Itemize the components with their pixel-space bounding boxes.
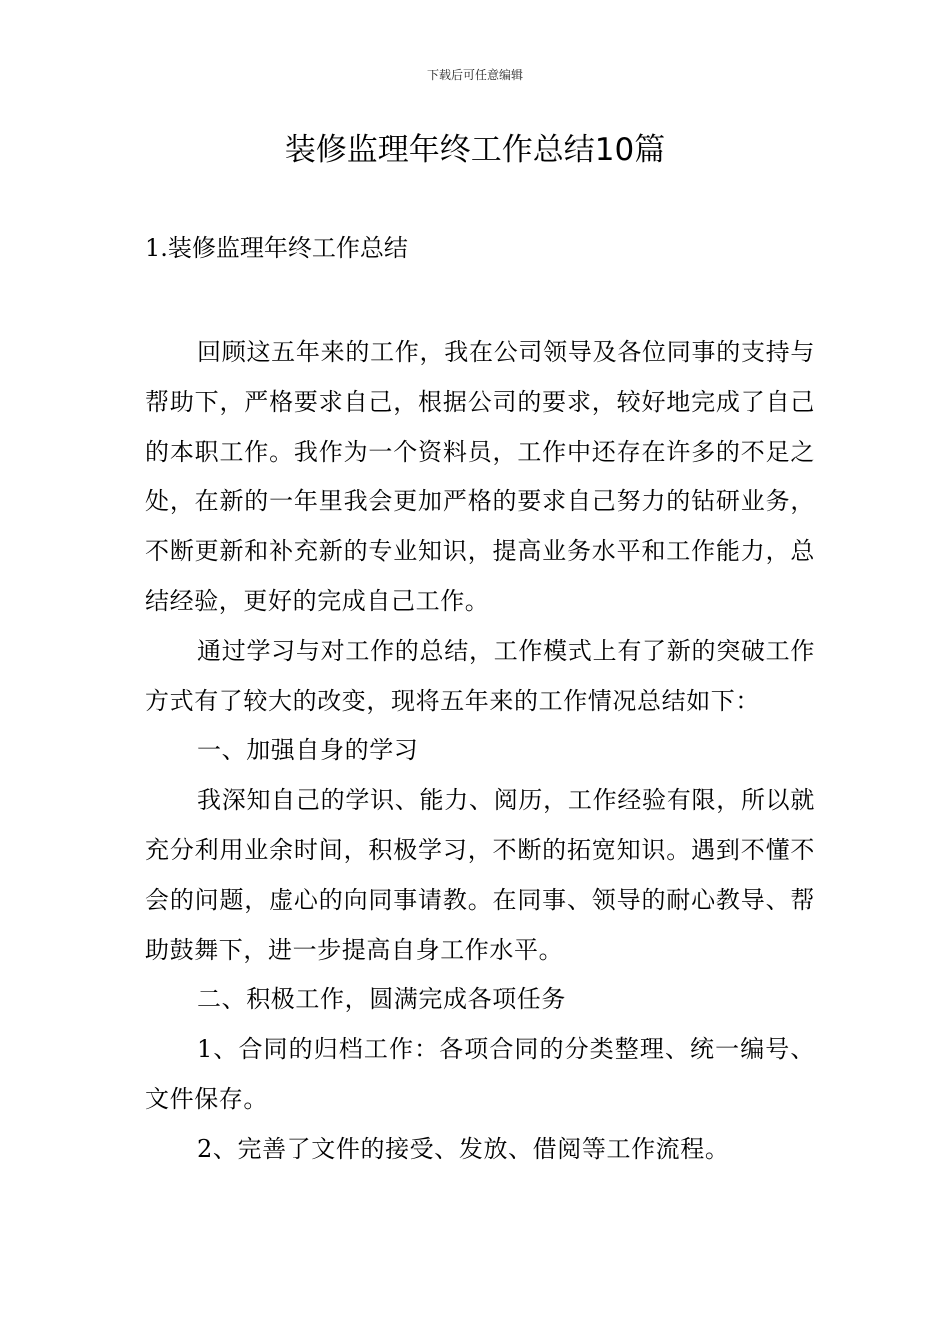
document-title: 装修监理年终工作总结10篇 xyxy=(284,132,666,168)
subheading: 二、积极工作，圆满完成各项任务 xyxy=(197,985,566,1014)
header-note: 下载后可任意编辑 xyxy=(426,68,523,82)
paragraph: 我深知自己的学识、能力、阅历，工作经验有限，所以就充分利用业余时间，积极学习，不断的拓宽知识。遇到不懂不会的问题，虚心的向同事请教。在同事、领导的耐心教导、帮助鼓舞下，进一步提高自身工作水平。 xyxy=(145,786,815,964)
document-body xyxy=(145,328,815,1175)
section-heading: 1.装修监理年终工作总结 xyxy=(145,234,408,262)
list-item: 2、完善了文件的接受、发放、借阅等工作流程。 xyxy=(197,1134,730,1163)
paragraph: 回顾这五年来的工作，我在公司领导及各位同事的支持与帮助下，严格要求自己，根据公司的要求，较好地完成了自己的本职工作。我作为一个资料员，工作中还存在许多的不足之处，在新的一年里我会更加严格的要求自己努力的钻研业务，不断更新和补充新的专业知识，提高业务水平和工作能力，总结经验，更好的完成自己工作。 xyxy=(145,338,815,615)
subheading: 一、加强自身的学习 xyxy=(197,736,419,765)
list-item: 1、合同的归档工作：各项合同的分类整理、统一编号、文件保存。 xyxy=(145,1035,815,1113)
paragraph: 通过学习与对工作的总结，工作模式上有了新的突破工作方式有了较大的改变，现将五年来的工作情况总结如下： xyxy=(145,636,815,715)
